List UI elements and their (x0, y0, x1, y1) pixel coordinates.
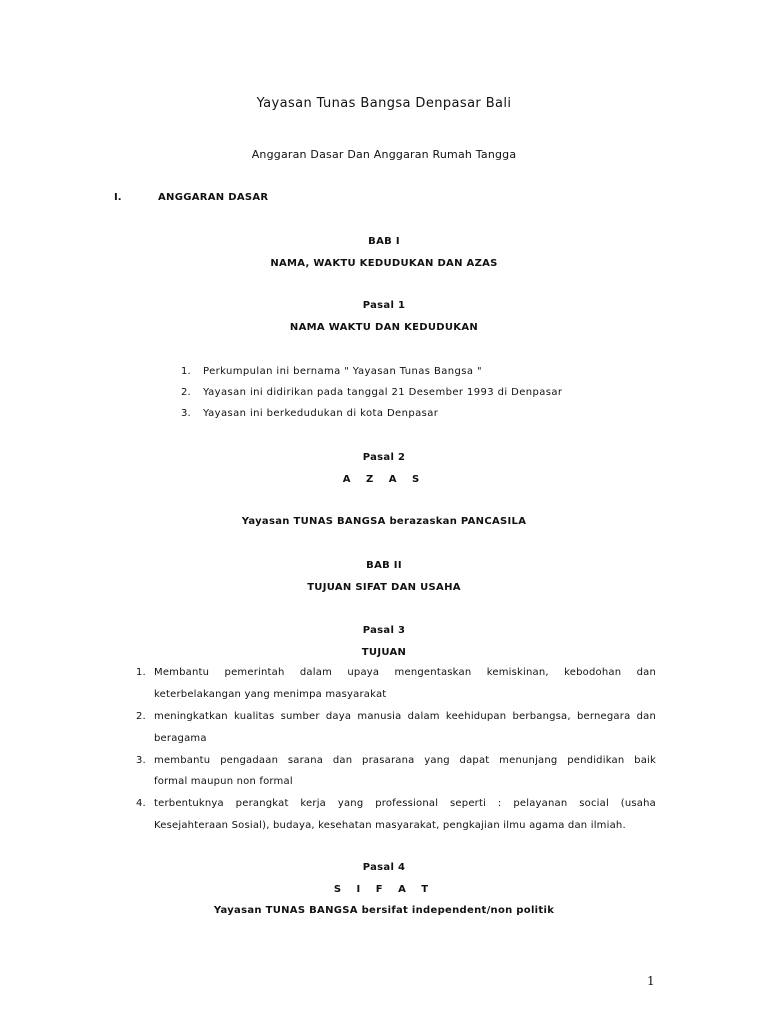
pasal-3-item-1-line-2: keterbelakangan yang menimpa masyarakat (154, 689, 387, 700)
pasal-3-label: Pasal 3 (362, 625, 406, 636)
pasal-1-item-2-number: 2. (181, 387, 191, 398)
pasal-3-item-2-line-2: beragama (154, 733, 207, 744)
section-number: I. (114, 192, 122, 203)
pasal-3-item-1-number: 1. (136, 667, 146, 678)
bab-1-heading: NAMA, WAKTU KEDUDUKAN DAN AZAS (270, 258, 498, 269)
document-subtitle: Anggaran Dasar Dan Anggaran Rumah Tangga (251, 148, 517, 161)
pasal-4-statement: Yayasan TUNAS BANGSA bersifat independent/non politik (213, 905, 555, 916)
pasal-1-item-2-text: Yayasan ini didirikan pada tanggal 21 Desember 1993 di Denpasar (203, 387, 563, 398)
pasal-3-item-3-line-2: formal maupun non formal (154, 776, 293, 787)
bab-2-label: BAB II (366, 560, 402, 571)
pasal-3-item-4-line-2: Kesejahteraan Sosial), budaya, kesehatan masyarakat, pengkajian ilmu agama dan ilmiah. (154, 820, 626, 831)
bab-2-heading: TUJUAN SIFAT DAN USAHA (307, 582, 461, 593)
pasal-3-item-4-line-1: terbentuknya perangkat kerja yang professional seperti : pelayanan social (usaha (154, 798, 656, 809)
pasal-4-label: Pasal 4 (362, 862, 406, 873)
pasal-2-heading: A Z A S (342, 474, 426, 485)
pasal-1-item-1-text: Perkumpulan ini bernama " Yayasan Tunas Bangsa " (203, 366, 482, 377)
section-heading: ANGGARAN DASAR (158, 192, 269, 203)
pasal-2-statement: Yayasan TUNAS BANGSA berazaskan PANCASILA (241, 516, 527, 527)
pasal-2-label: Pasal 2 (362, 452, 406, 463)
pasal-1-item-3-text: Yayasan ini berkedudukan di kota Denpasar (203, 408, 439, 419)
page-number: 1 (647, 974, 655, 988)
pasal-1-item-1-number: 1. (181, 366, 191, 377)
pasal-1-heading: NAMA WAKTU DAN KEDUDUKAN (289, 322, 479, 333)
pasal-3-item-1-line-1: Membantu pemerintah dalam upaya mengentaskan kemiskinan, kebodohan dan (154, 667, 656, 678)
pasal-3-item-3-line-1: membantu pengadaan sarana dan prasarana yang dapat menunjang pendidikan baik (154, 755, 656, 766)
bab-1-label: BAB I (368, 236, 400, 247)
pasal-4-heading: S I F A T (333, 884, 435, 895)
document-title: Yayasan Tunas Bangsa Denpasar Bali (256, 96, 512, 111)
pasal-1-label: Pasal 1 (362, 300, 406, 311)
pasal-3-item-2-number: 2. (136, 711, 146, 722)
pasal-3-item-4-number: 4. (136, 798, 146, 809)
pasal-3-item-2-line-1: meningkatkan kualitas sumber daya manusia dalam keehidupan berbangsa, bernegara dan (154, 711, 656, 722)
pasal-1-item-3-number: 3. (181, 408, 191, 419)
pasal-3-heading: TUJUAN (361, 647, 407, 658)
pasal-3-item-3-number: 3. (136, 755, 146, 766)
